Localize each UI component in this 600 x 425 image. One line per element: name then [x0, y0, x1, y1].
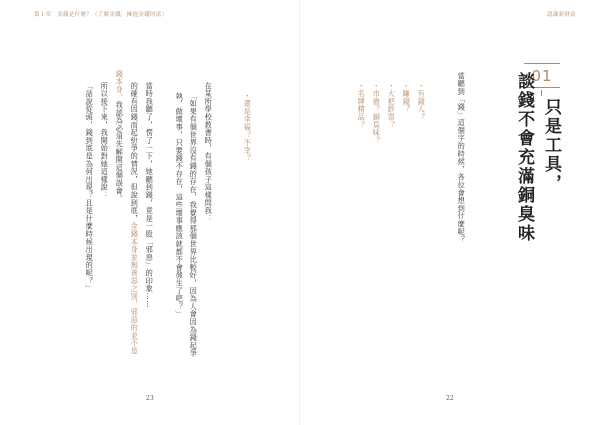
bullet-item: ・還是幸福？不幸？	[243, 92, 253, 163]
paragraph-text: 的確有因錢而起紛爭的情況，但說到底，	[130, 82, 140, 223]
bullet-item: ・大把鈔票？	[387, 82, 397, 129]
paragraph-emphasis: 金錢本身並無善惡之別，邪惡的並不是	[130, 222, 140, 356]
chapter-title-line-1: 只是工具，	[541, 98, 561, 193]
bullet-item: ・市儈？銅臭味？	[372, 82, 382, 145]
chapter-title-line-2: 談錢不會充滿銅臭味	[514, 72, 534, 243]
paragraph-line	[116, 70, 123, 203]
running-header-right: 認識新財富	[546, 12, 576, 18]
intro-paragraph: 當聽到「錢」這個字的時候，各位會想到什麼呢？	[457, 72, 467, 244]
page-number-left: 23	[146, 395, 154, 402]
paragraph-emphasis: 錢本身，	[115, 70, 125, 102]
paragraph-line: 在某所學校教書時，有個孩子這樣問我：	[204, 82, 214, 223]
page-number-right: 22	[446, 395, 454, 402]
running-header-left: 第１章 金錢是什麼？（了解金錢，擁抱金錢財富）	[34, 12, 168, 18]
paragraph-text: 我認為必須先解開這個誤會。	[115, 101, 125, 203]
paragraph-line: 所以接下來，我開始對她這樣說：	[100, 82, 110, 199]
paragraph-line: 「如果有個世界沒有錢的存在，我覺得那個世界比較好，因為人會因為錢起爭	[189, 92, 199, 358]
paragraph-line	[131, 82, 138, 355]
chapter-number: 01	[531, 67, 553, 85]
paragraph-line: 「話說從頭，錢到底是為何出現？且是什麼時候出現的呢？」	[85, 82, 95, 293]
title-rule	[541, 90, 542, 96]
paragraph-line: 當時我聽了，愣了一下，她聽到錢，竟是一股「邪惡」的印象……	[145, 82, 155, 309]
bullet-item: ・賺錢？	[402, 82, 412, 114]
paragraph-line: 執，做壞事，只要錢不存在，這些壞事應該就都不會發生了吧？」	[175, 92, 185, 319]
bullet-item: ・名牌精品？	[357, 82, 367, 129]
bullet-item: ・有錢人？	[417, 82, 427, 121]
